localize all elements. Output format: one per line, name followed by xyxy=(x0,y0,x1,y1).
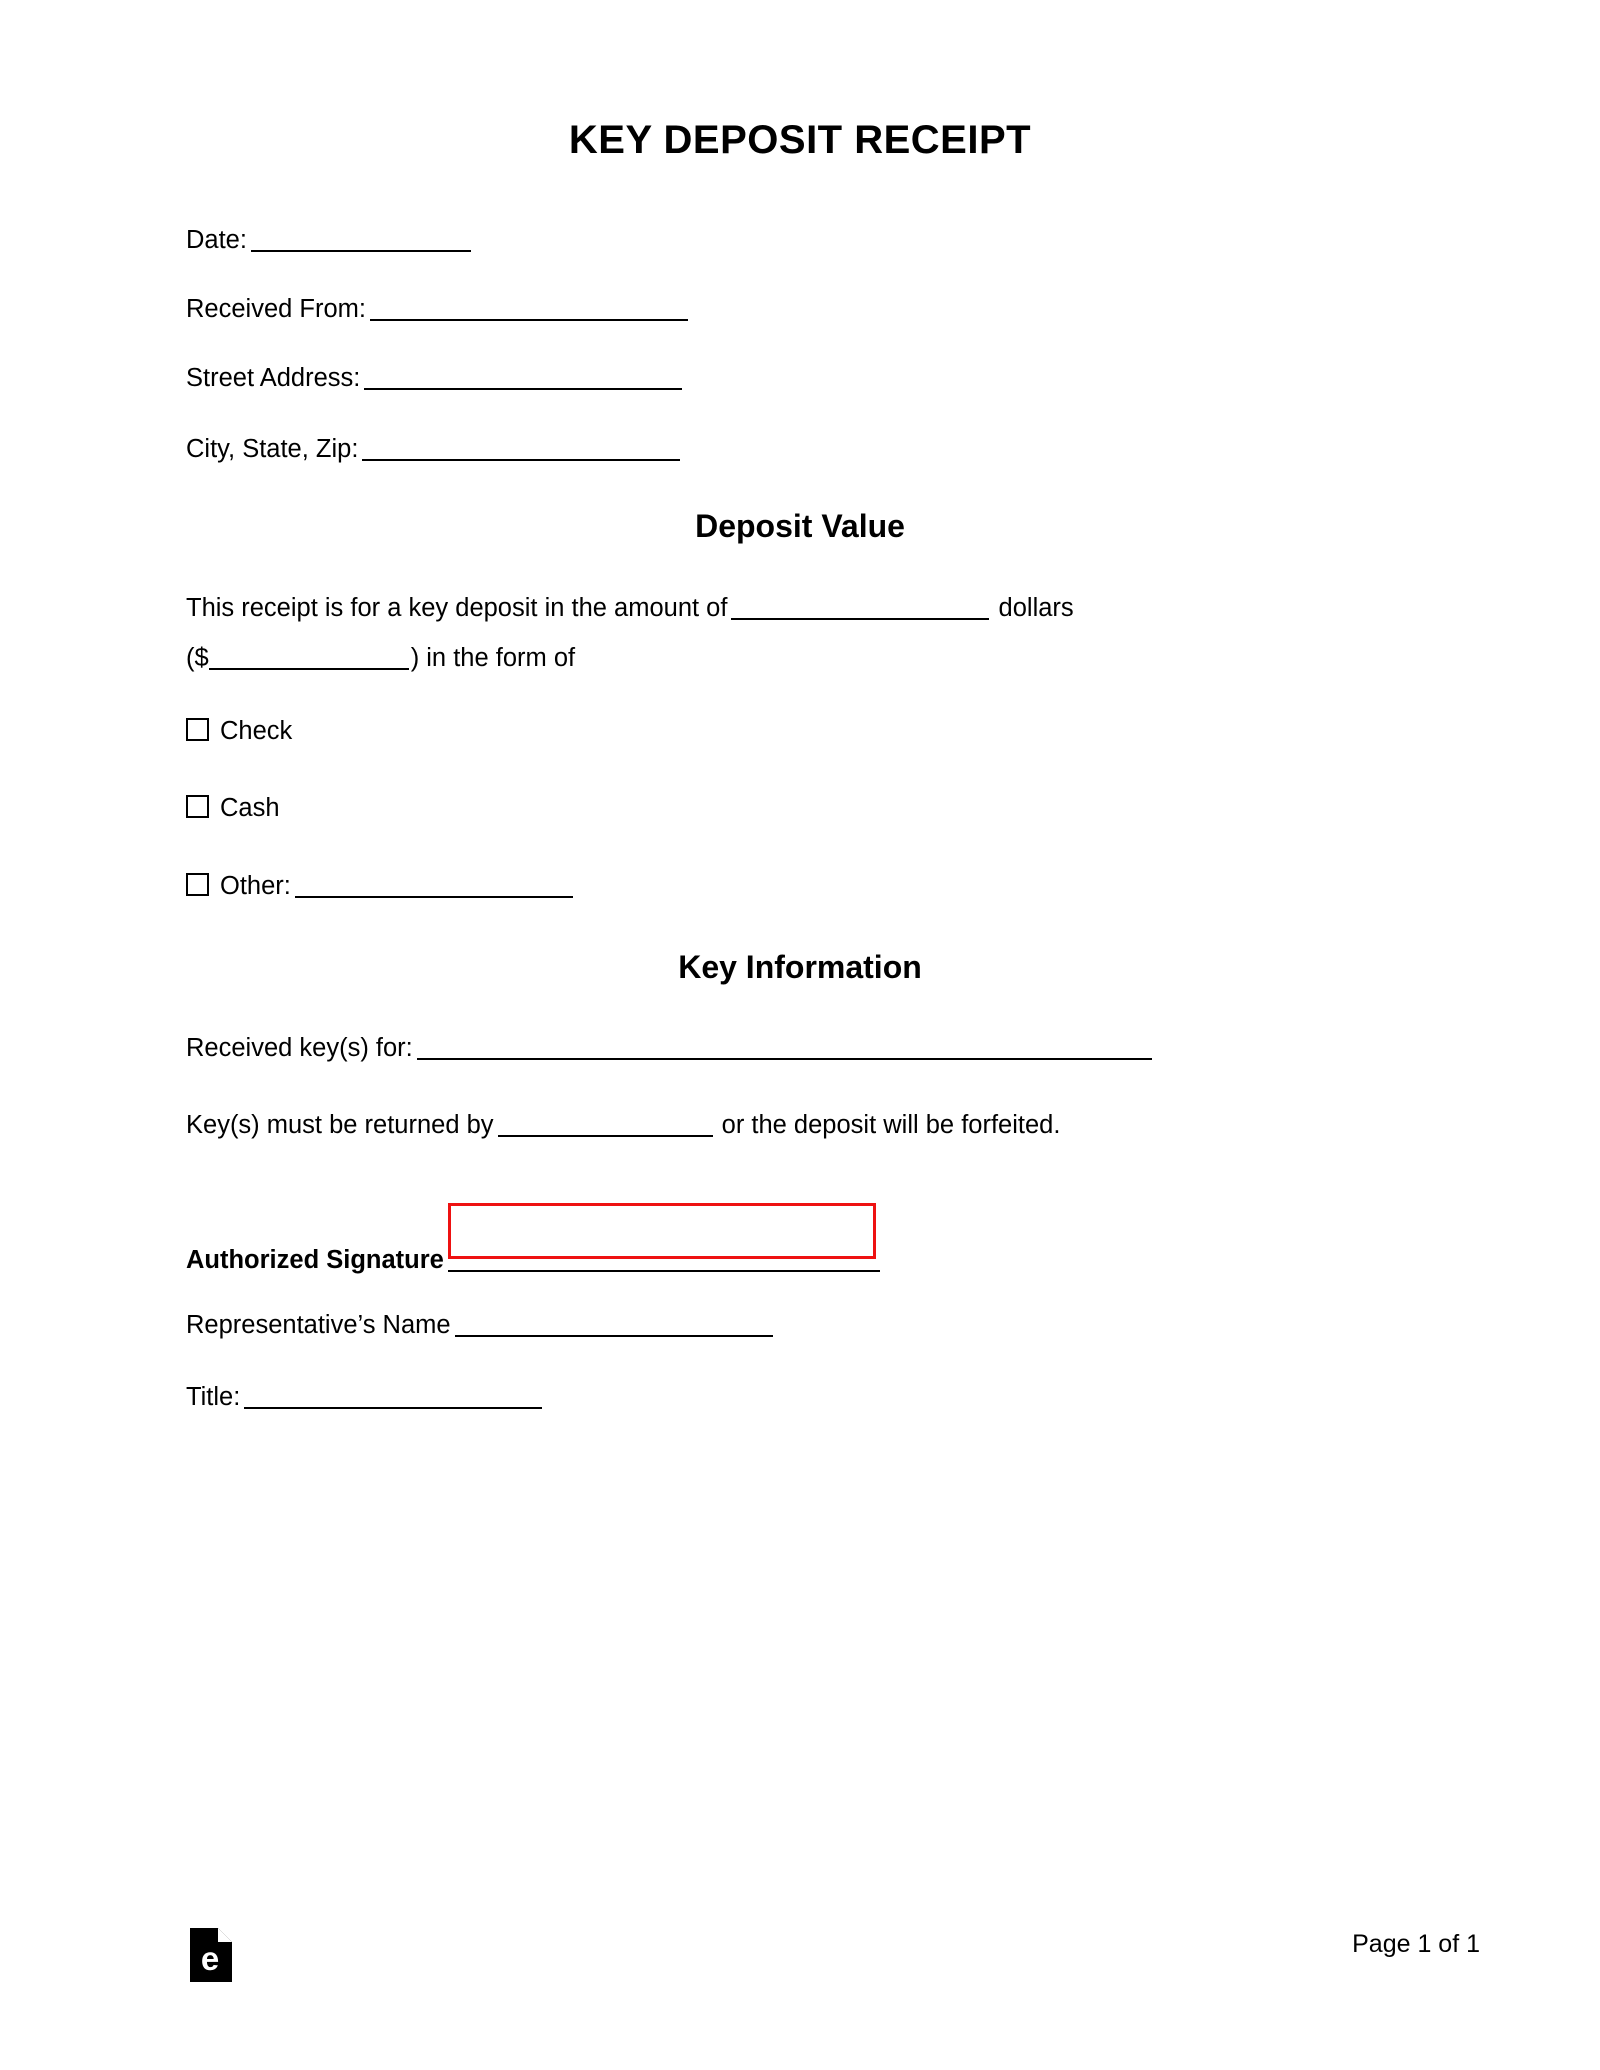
field-date-label: Date: xyxy=(186,226,247,254)
payment-option-cash-row[interactable] xyxy=(186,793,280,824)
deposit-amount-words-suffix: dollars xyxy=(998,594,1074,622)
deposit-amount-numeric-row xyxy=(186,643,575,674)
payment-option-cash-label: Cash xyxy=(220,794,280,822)
authorized-signature-field[interactable] xyxy=(444,1245,882,1276)
checkbox-cash-icon[interactable] xyxy=(186,795,209,818)
deposit-amount-numeric-blank[interactable] xyxy=(209,645,409,670)
field-date-blank[interactable] xyxy=(251,227,471,252)
section-heading-deposit-value: Deposit Value xyxy=(695,508,905,544)
svg-text:e: e xyxy=(200,1940,220,1977)
checkbox-check-icon[interactable] xyxy=(186,718,209,741)
field-street-address-row xyxy=(186,363,684,394)
payment-option-check-row[interactable] xyxy=(186,716,292,747)
field-street-address-label: Street Address: xyxy=(186,364,361,392)
deposit-amount-words-prefix: This receipt is for a key deposit in the amount of xyxy=(186,594,728,622)
authorized-signature-row xyxy=(186,1245,882,1276)
received-keys-for-row xyxy=(186,1033,1154,1064)
payment-option-check-label: Check xyxy=(220,717,293,745)
received-keys-for-blank[interactable] xyxy=(417,1035,1152,1060)
keys-return-by-row xyxy=(186,1110,1060,1141)
title-label: Title: xyxy=(186,1383,241,1411)
field-received-from-blank[interactable] xyxy=(370,296,688,321)
field-city-state-zip-label: City, State, Zip: xyxy=(186,435,359,463)
field-date-row xyxy=(186,225,473,256)
payment-option-other-row[interactable] xyxy=(186,871,575,902)
deposit-amount-words-row xyxy=(186,593,1074,624)
checkbox-other-icon[interactable] xyxy=(186,873,209,896)
payment-option-other-label: Other: xyxy=(220,872,291,900)
payment-option-other-blank[interactable] xyxy=(295,873,573,898)
eforms-logo xyxy=(190,1928,232,1982)
field-received-from-row xyxy=(186,294,690,325)
deposit-amount-numeric-prefix: ($ xyxy=(186,644,209,672)
field-city-state-zip-blank[interactable] xyxy=(362,436,680,461)
keys-return-by-blank[interactable] xyxy=(498,1112,713,1137)
title-blank[interactable] xyxy=(244,1384,542,1409)
deposit-amount-numeric-suffix: ) in the form of xyxy=(410,644,576,672)
title-row xyxy=(186,1382,544,1413)
representative-name-row xyxy=(186,1310,775,1341)
page-number: Page 1 of 1 xyxy=(1352,1930,1480,1958)
field-city-state-zip-row xyxy=(186,434,682,465)
representative-name-label: Representative’s Name xyxy=(186,1311,451,1339)
keys-return-by-prefix: Key(s) must be returned by xyxy=(186,1111,494,1139)
received-keys-for-label: Received key(s) for: xyxy=(186,1034,413,1062)
section-heading-key-information: Key Information xyxy=(678,949,922,985)
keys-return-by-suffix: or the deposit will be forfeited. xyxy=(721,1111,1061,1139)
representative-name-blank[interactable] xyxy=(455,1312,773,1337)
field-street-address-blank[interactable] xyxy=(364,365,682,390)
deposit-amount-words-blank[interactable] xyxy=(731,595,989,620)
page-title: KEY DEPOSIT RECEIPT xyxy=(568,118,1032,162)
field-received-from-label: Received From: xyxy=(186,295,366,323)
authorized-signature-label: Authorized Signature xyxy=(186,1246,444,1274)
signature-highlight-box xyxy=(448,1203,876,1259)
